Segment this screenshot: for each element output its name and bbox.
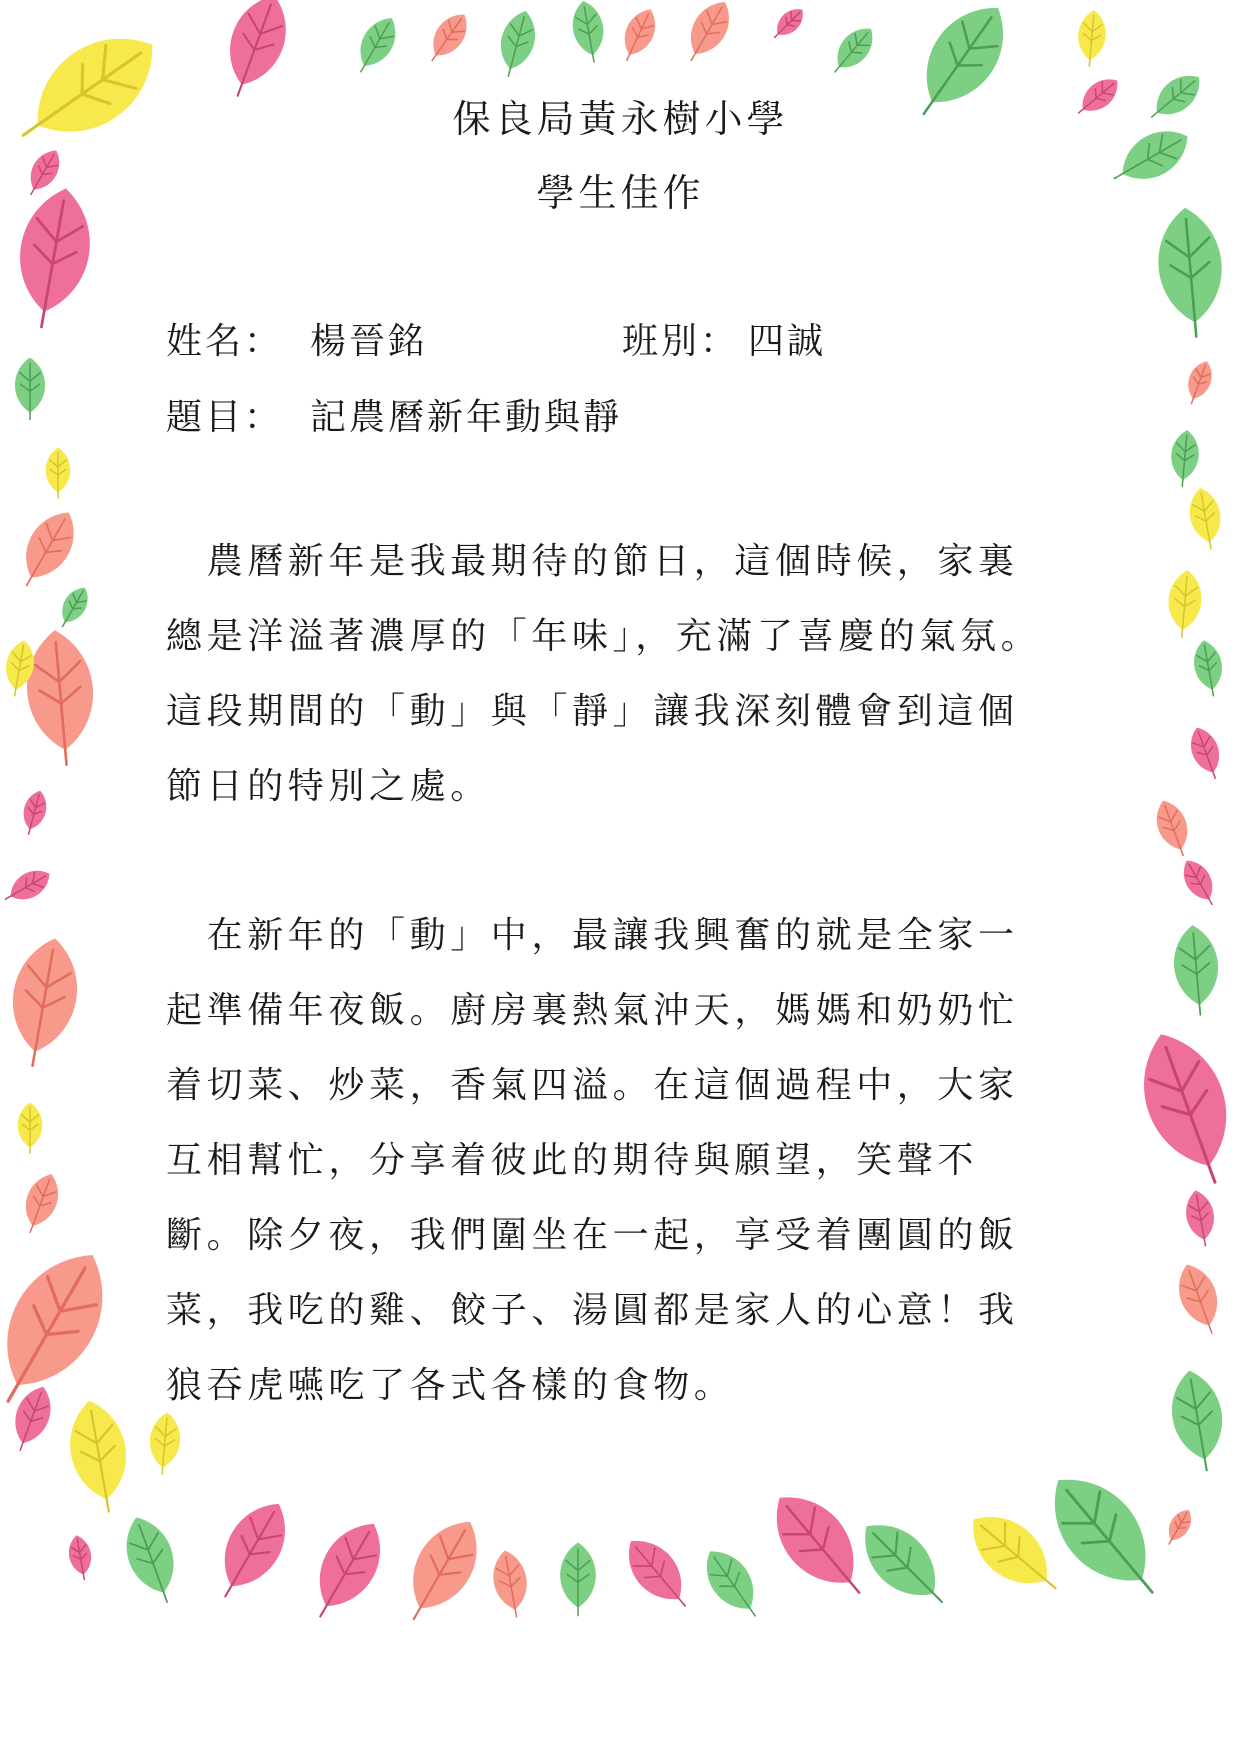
paragraph-line: 農曆新年是我最期待的節日，這個時候，家裏	[166, 541, 1019, 582]
paragraph-line: 這段期間的「動」與「靜」讓我深刻體會到這個	[166, 691, 1019, 732]
paragraph-line: 總是洋溢著濃厚的「年味」，充滿了喜慶的氣氛。	[166, 616, 1042, 657]
name-label: 姓名：	[166, 321, 284, 362]
paragraph-line: 起準備年夜飯。廚房裏熱氣沖天，媽媽和奶奶忙	[166, 990, 1019, 1031]
topic-label: 題目：	[166, 397, 284, 438]
student-name: 楊晉銘	[310, 321, 428, 362]
paragraph-line: 節日的特別之處。	[166, 766, 491, 807]
class-label: 班別：	[622, 321, 740, 362]
paragraph-line: 狼吞虎嚥吃了各式各樣的食物。	[166, 1365, 735, 1406]
essay-topic: 記農曆新年動與靜	[310, 397, 623, 438]
essay-paragraph-2	[166, 898, 1046, 1423]
paragraph-line: 互相幫忙，分享着彼此的期待與願望，笑聲不	[166, 1140, 979, 1181]
paragraph-line: 斷。除夕夜，我們圍坐在一起，享受着團圓的飯	[166, 1215, 1019, 1256]
school-name: 保良局黃永樹小學	[452, 97, 789, 141]
paragraph-line: 在新年的「動」中，最讓我興奮的就是全家一	[166, 915, 1019, 956]
paragraph-line: 菜，我吃的雞、餃子、湯圓都是家人的心意！我	[166, 1290, 1019, 1331]
paragraph-line: 着切菜、炒菜，香氣四溢。在這個過程中，大家	[166, 1065, 1019, 1106]
class-name: 四誠	[748, 321, 827, 362]
document-subtitle: 學生佳作	[536, 171, 705, 215]
essay-paragraph-1	[166, 524, 1046, 824]
